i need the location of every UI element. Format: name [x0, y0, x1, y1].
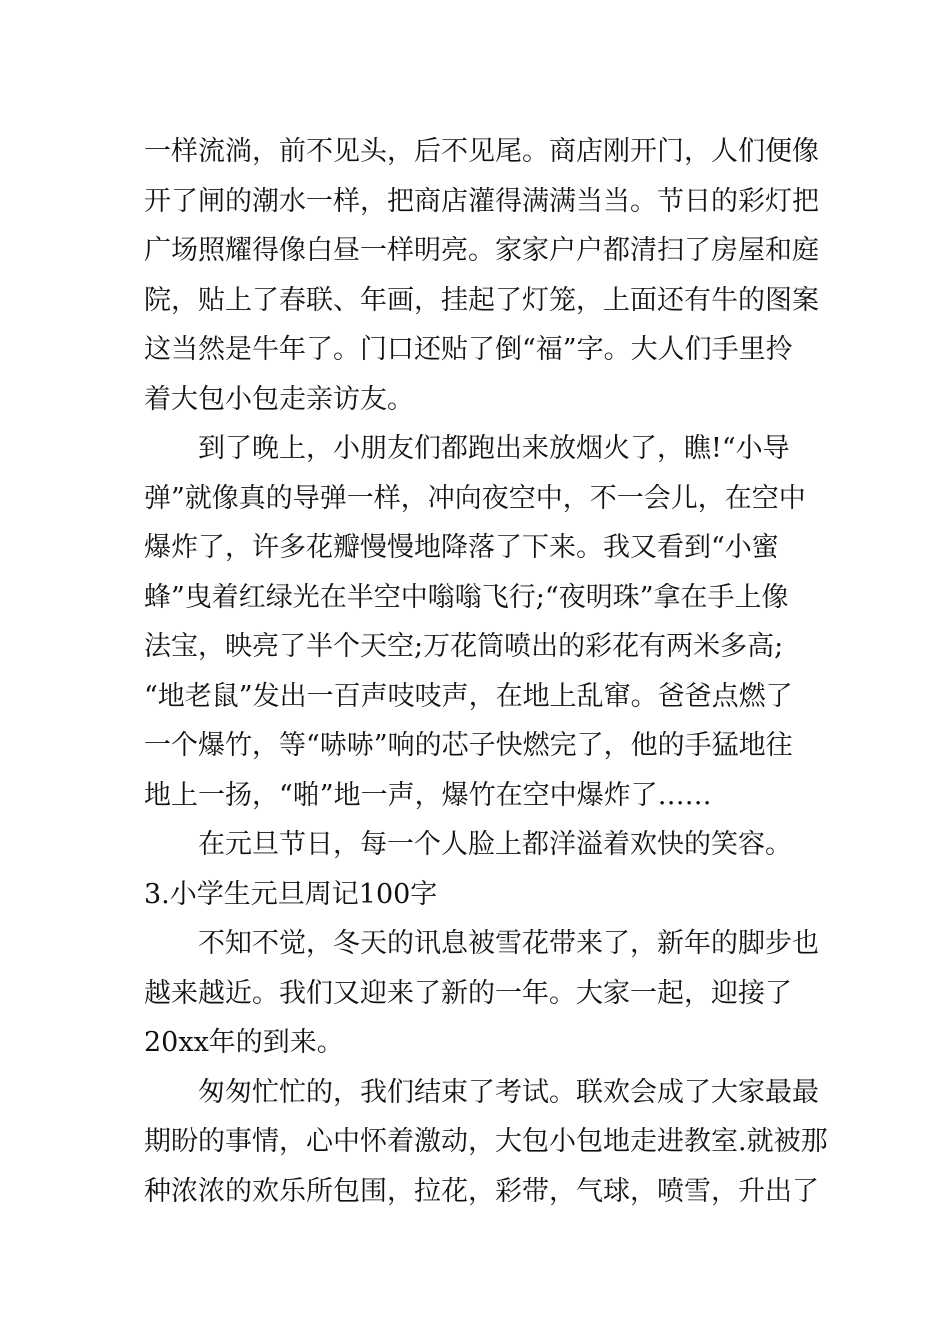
text-line: 开了闸的潮水一样，把商店灌得满满当当。节日的彩灯把 [144, 185, 819, 217]
text-line: 20xx年的到来。 [144, 1027, 344, 1058]
text-line: 期盼的事情，心中怀着激动，大包小包地走进教室.就被那 [144, 1126, 828, 1157]
text-line: 地上一扬，“啪”地一声，爆竹在空中爆炸了…… [144, 779, 712, 811]
section-heading: 3.小学生元旦周记100字 [144, 878, 438, 910]
text-line: 这当然是牛年了。门口还贴了倒“福”字。大人们手里拎 [144, 334, 793, 365]
text-line: 一个爆竹，等“哧哧”响的芯子快燃完了，他的手猛地往 [144, 730, 793, 761]
paragraph-start-line: 到了晚上，小朋友们都跑出来放烟火了，瞧!“小导 [198, 433, 790, 464]
paragraph-start-line: 不知不觉，冬天的讯息被雪花带来了，新年的脚步也 [198, 928, 819, 959]
paragraph-start-line: 在元旦节日，每一个人脸上都洋溢着欢快的笑容。 [198, 829, 792, 860]
text-line: 弹”就像真的导弹一样，冲向夜空中，不一会儿，在空中 [144, 482, 806, 514]
text-line: 蜂”曳着红绿光在半空中嗡嗡飞行;“夜明珠”拿在手上像 [144, 581, 789, 613]
text-line: 着大包小包走亲访友。 [144, 383, 414, 415]
text-line: 爆炸了，许多花瓣慢慢地降落了下来。我又看到“小蜜 [144, 532, 779, 563]
document-body [144, 127, 828, 1216]
text-line: 越来越近。我们又迎来了新的一年。大家一起，迎接了 [144, 977, 792, 1009]
text-line: 种浓浓的欢乐所包围，拉花，彩带，气球，喷雪，升出了 [144, 1175, 819, 1207]
text-line: 院，贴上了春联、年画，挂起了灯笼，上面还有牛的图案 [144, 284, 819, 316]
paragraph-start-line: 匆匆忙忙的，我们结束了考试。联欢会成了大家最最 [198, 1076, 819, 1108]
text-line: 一样流淌，前不见头，后不见尾。商店刚开门，人们便像 [144, 136, 819, 167]
text-line: 广场照耀得像白昼一样明亮。家家户户都清扫了房屋和庭 [144, 235, 819, 266]
text-line: “地老鼠”发出一百声吱吱声，在地上乱窜。爸爸点燃了 [144, 680, 793, 712]
text-line: 法宝，映亮了半个天空;万花筒喷出的彩花有两米多高; [144, 631, 784, 662]
